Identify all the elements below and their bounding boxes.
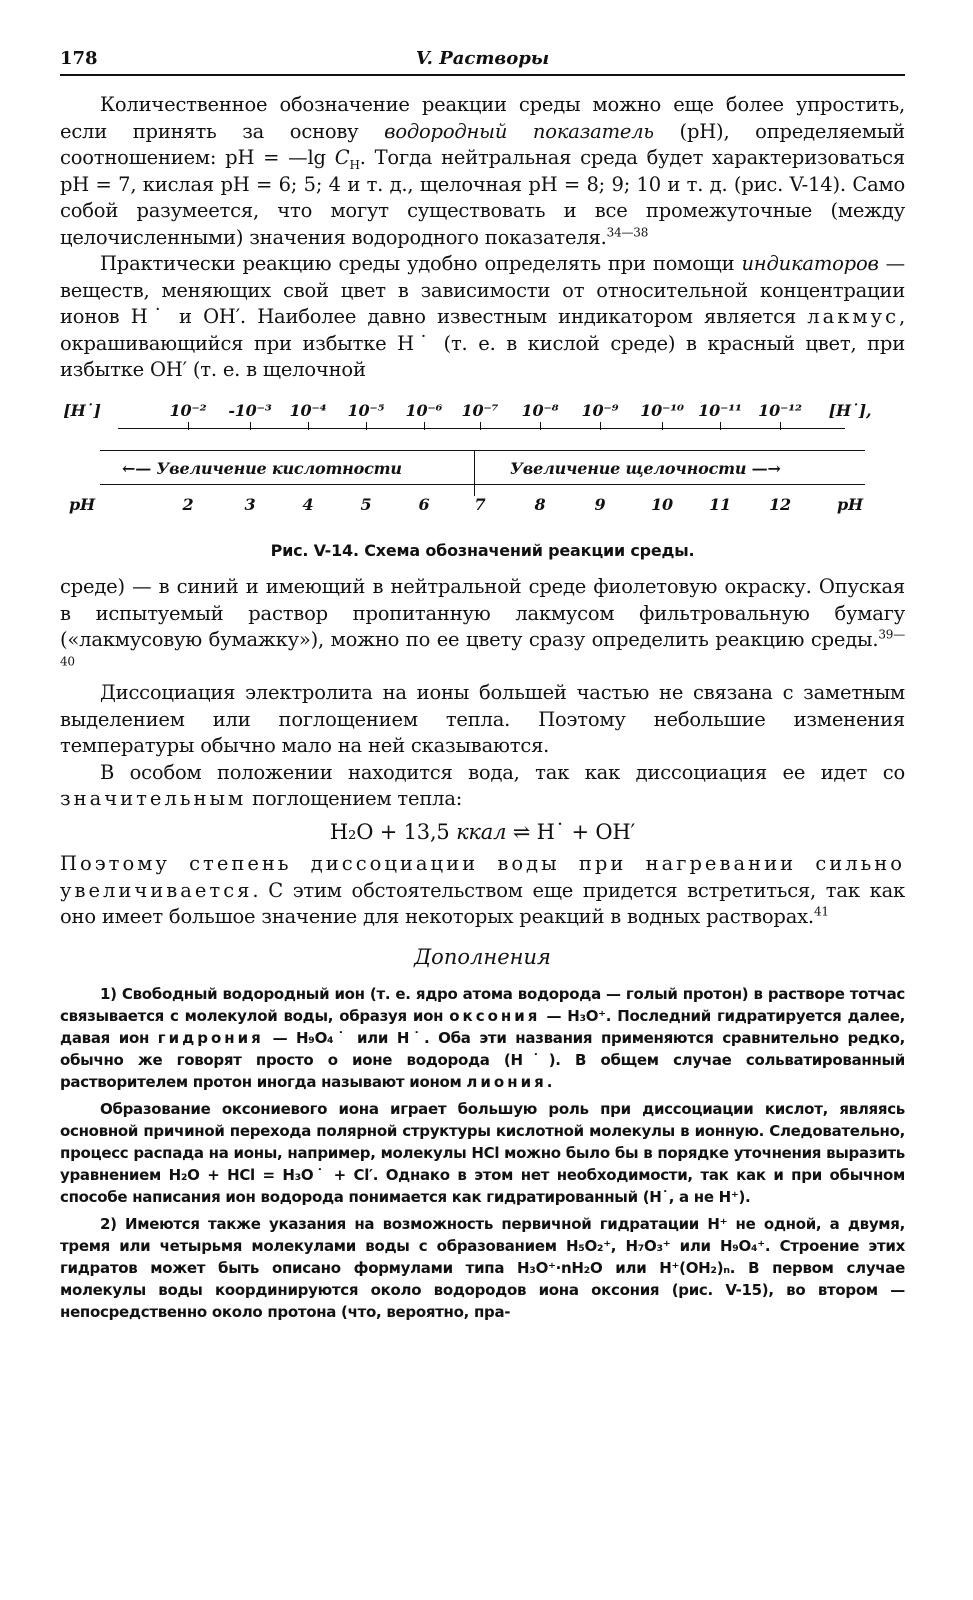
ph-tick: 9 [594,494,606,514]
alkalinity-arrow: Увеличение щелочности —→ [510,458,781,478]
note-1: 1) Свободный водородный ион (т. е. ядро атома водорода — голый протон) в растворе тотчас связывается с молекулой воды, образуя ион оксония — H₃O⁺. Последний гидратируется далее, давая ион гидрония — H₉O₄˙ или H˙. Оба эти названия применяются сравнительно редко, обычно же говорят просто о ионе водорода (H˙). В общем случае сольватированный растворителем протон иногда называют ионом лиония. [60,984,905,1092]
page-number: 178 [60,48,98,69]
h-tick: 10⁻⁵ [347,400,385,420]
reference-mark: 34—38 [606,225,649,239]
supplements-text [60,983,905,1324]
running-title: V. Растворы [415,48,550,69]
paragraph-dissociation-heat: Диссоциация электролита на ионы большей частью не связана с заметным выделением или поглощением тепла. Поэтому небольшие изменения температуры обычно мало на ней сказываются. [60,681,905,757]
upper-scale-line [118,428,845,429]
h-tick: -10⁻³ [228,400,272,420]
paragraph-ph-definition: Количественное обозначение реакции среды можно еще более упростить, если принять за основу водородный показатель (pH), определяемый соотношением: pH = —lg $C_H$. Тогда нейтральная среда будет характеризоваться pH = 7, кислая pH = 6; 5; 4 и т. д., щелочная pH = 8; 9; 10 и т. д. (рис. V-14). Само собой разумеется, что могут существовать и все промежуточные (между целочисленными) значения водородного показателя.$^{34—38}$ [60,93,905,249]
h-tick: 10⁻⁸ [521,400,559,420]
ph-tick: 8 [534,494,546,514]
lower-line [100,484,865,485]
reference-mark: 39—40 [60,627,905,668]
tick-mark [308,422,309,430]
h-tick: 10⁻⁹ [581,400,619,420]
h-tick: 10⁻⁶ [405,400,443,420]
tick-mark [662,422,663,430]
ph-label-left: pH [69,494,95,514]
book-page [60,40,905,1328]
tick-mark [250,422,251,430]
middle-line [100,450,865,451]
h-tick: 10⁻¹¹ [698,400,742,420]
tick-mark [366,422,367,430]
figure-caption: Рис. V-14. Схема обозначений реакции среды. [270,540,695,560]
paragraph-water-position: В особом положении находится вода, так как диссоциация ее идет со значительным поглощением тепла: [60,760,905,810]
ph-tick: 10 [651,494,673,514]
h-tick: 10⁻¹² [758,400,802,420]
ph-tick: 2 [182,494,194,514]
ph-tick: 12 [769,494,791,514]
reference-mark: 41 [813,904,829,919]
paragraph-heating-effect: Поэтому степень диссоциации воды при нагревании сильно увеличивается. С этим обстоятельством еще придется встретиться, так как оно имеет большое значение для некоторых реакций в водных растворах.$^{41}$ [60,852,905,928]
acidity-arrow: ←— Увеличение кислотности [122,458,402,478]
ph-tick: 5 [360,494,372,514]
tick-mark [720,422,721,430]
tick-mark [188,422,189,430]
h-label-left: [H˙] [63,400,101,420]
figure-ph-scale [60,392,905,538]
note-1-continued: Образование оксониевого иона играет большую роль при диссоциации кислот, являясь основной причиной перехода полярной структуры кислотной молекулы в ионную. Следовательно, процесс распада на ионы, например, молекулы HCl можно было бы в порядке уточнения выразить уравнением H₂O + HCl = H₃O˙ + Cl′. Однако в этом нет необходимости, так как и при обычном способе написания ион водорода понимается как гидратированный (H˙, а не H⁺). [60,1099,905,1207]
note-2: 2) Имеются также указания на возможность первичной гидратации H⁺ не одной, а двумя, тремя или четырьмя молекулами воды с образованием H₅O₂⁺, H₇O₃⁺ или H₉O₄⁺. Строение этих гидратов может быть описано формулами типа H₃O⁺·nH₂O или H⁺(OH₂)ₙ. В первом случае молекулы воды координируются около водородов иона оксония (рис. V-15), во втором — непосредственно около протона (что, вероятно, пра- [60,1214,905,1322]
tick-mark [600,422,601,430]
tick-mark [540,422,541,430]
ph-tick: 6 [418,494,430,514]
tick-mark [780,422,781,430]
ph-tick: 3 [244,494,256,514]
h-tick: 10⁻¹⁰ [640,400,684,420]
ph-tick: 11 [709,494,731,514]
paragraph-litmus-continued: среде) — в синий и имеющий в нейтральной среде фиолетовую окраску. Опуская в испытуемый раствор пропитанную лакмусом фильтровальную бумагу («лакмусовую бумажку»), можно по ее цвету сразу определить реакцию среды.$^{39—40}$ [60,575,905,668]
paragraph-indicators: Практически реакцию среды удобно определять при помощи индикаторов — веществ, меняющих свой цвет в зависимости от относительной концентрации ионов H˙ и OH′. Наиболее давно известным индикатором является лакмус, окрашивающийся при избытке H˙ (т. е. в кислой среде) в красный цвет, при избытке OH′ (т. е. в щелочной [60,252,905,381]
tick-mark [424,422,425,430]
section-title: Дополнения [414,944,551,969]
main-text [60,92,905,931]
ph-tick: 7 [474,494,486,514]
h-tick: 10⁻⁷ [461,400,499,420]
page-header [60,40,905,76]
ph-label-right: pH [837,494,863,514]
h-tick: 10⁻⁴ [289,400,327,420]
h-label-right: [H˙], [828,400,872,420]
neutral-divider [474,450,475,496]
water-dissociation-equation: H₂O + 13,5 ккал ⇌ H˙ + OH′ [329,819,636,844]
ph-tick: 4 [302,494,314,514]
h-tick: 10⁻² [169,400,207,420]
tick-mark [480,422,481,430]
